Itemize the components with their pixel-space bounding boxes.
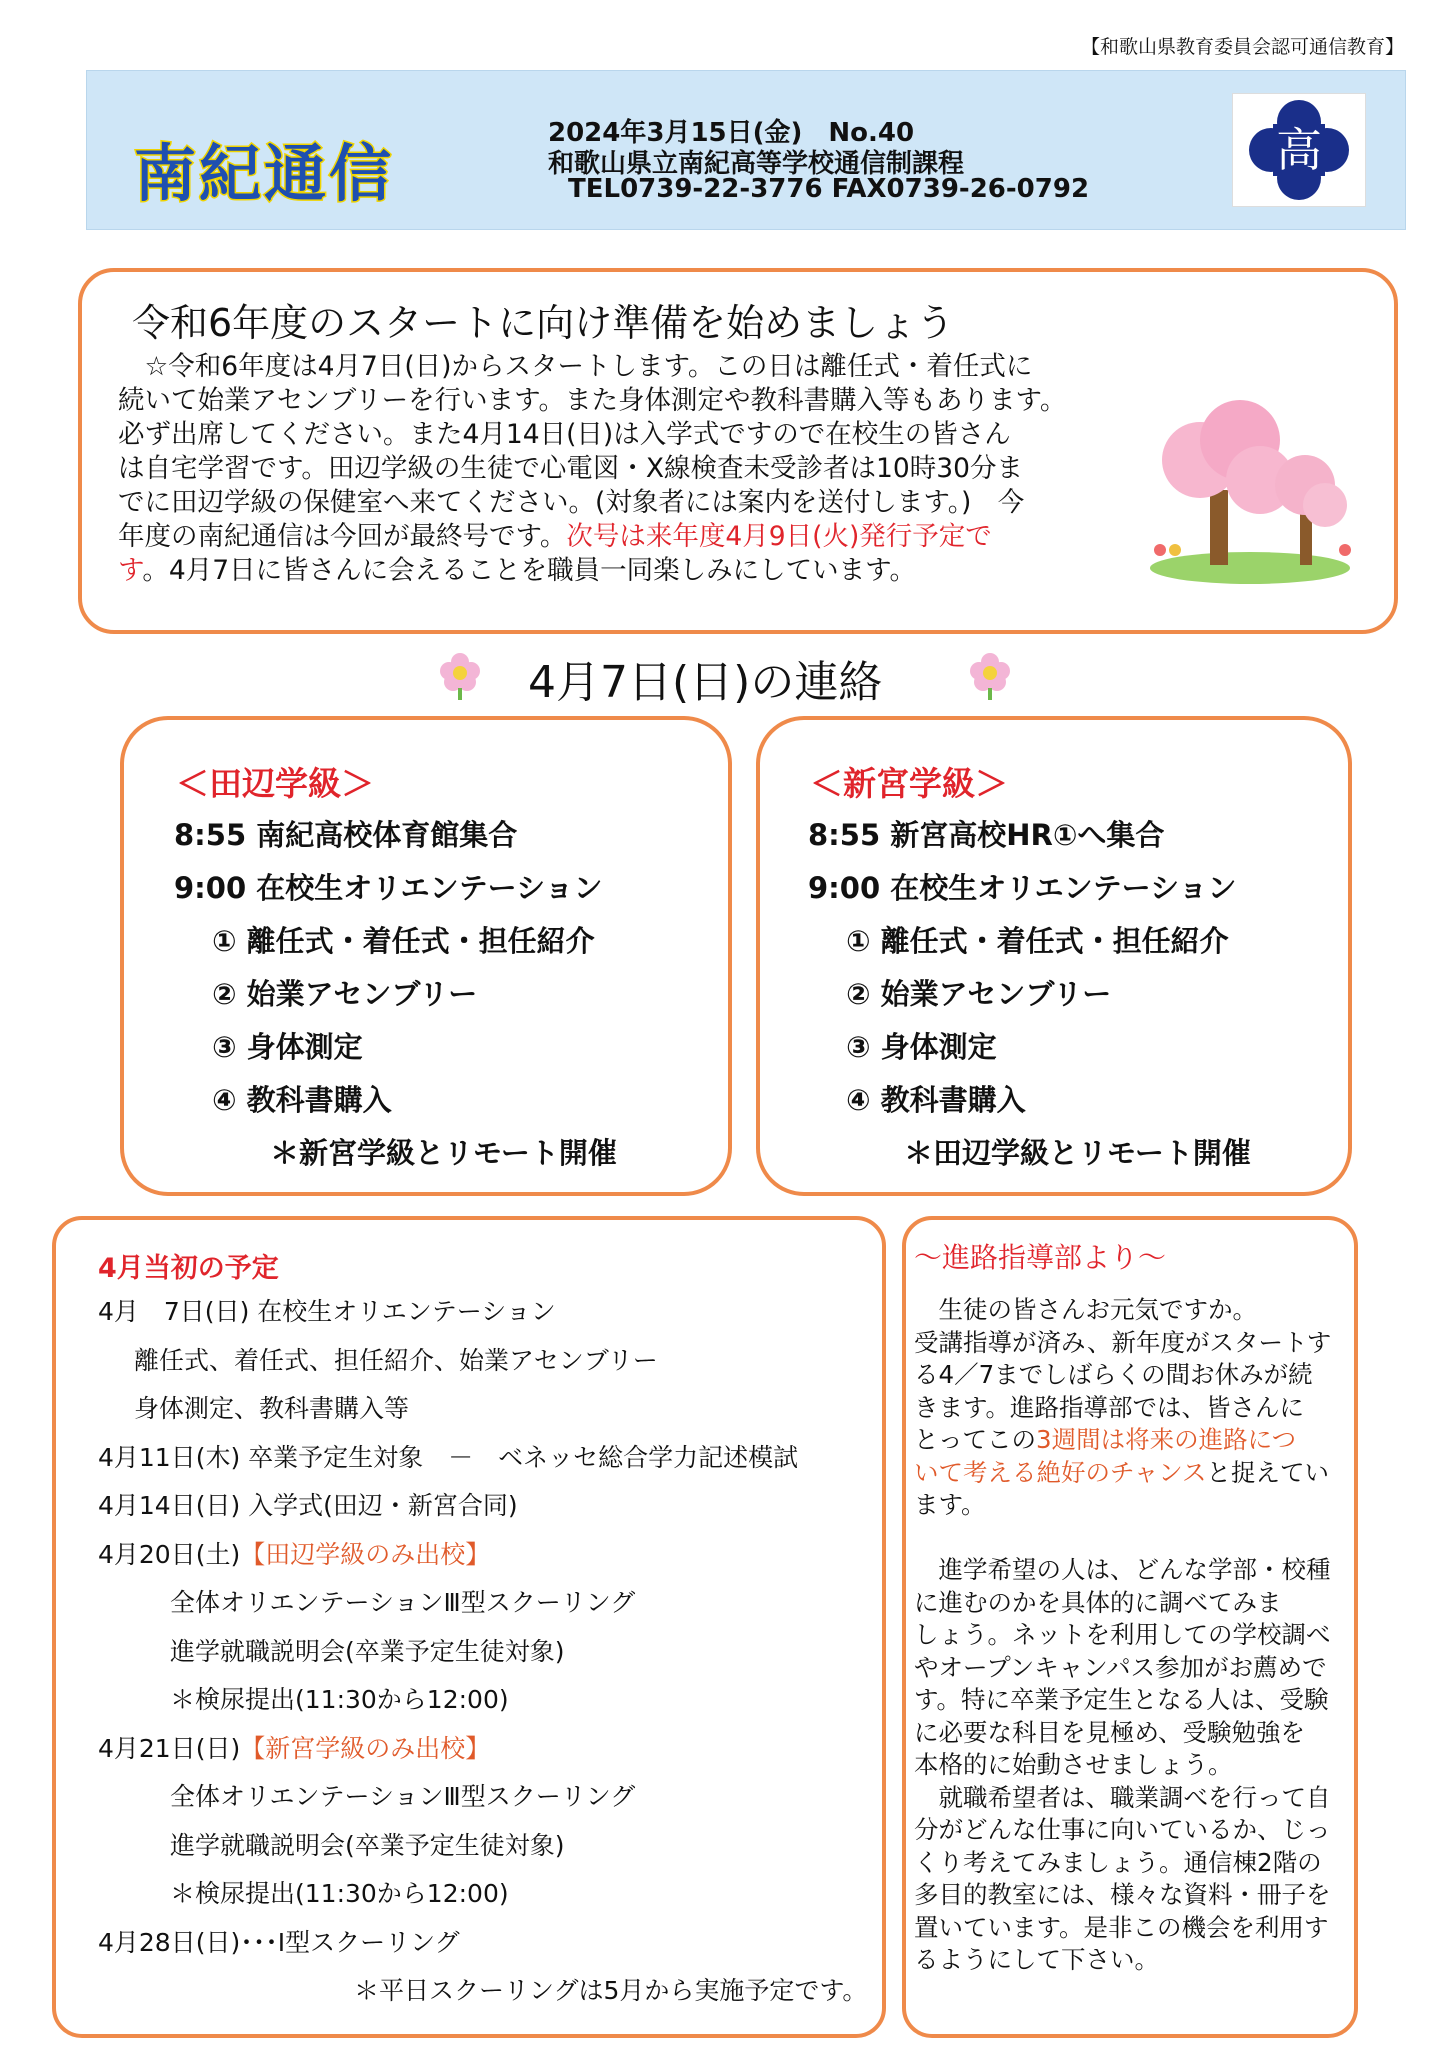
section-title: 4月7日(日)の連絡 [528,657,883,708]
shingu-schedule: 8:55 新宮高校HR①へ集合 9:00 在校生オリエンテーション ① 離任式・着任式・担任紹介 ② 始業アセンブリー ③ 身体測定 ④ 教科書購入 ＊田辺学級とリモート開催 [808,818,1251,1170]
april-schedule-title: 4月当初の予定 [98,1253,279,1284]
authorization-label: 【和歌山県教育委員会認可通信教育】 [1080,36,1404,58]
school-emblem [1232,93,1366,207]
shingu-class-title: ＜新宮学級＞ [810,764,1008,803]
newsletter-logo: 南紀通信 [134,137,395,210]
flower-icon [968,650,1012,704]
career-guidance-text: 生徒の皆さんお元気ですか。 受講指導が済み、新年度がスタートす る4／7までしばらくの間お休みが続 きます。進路指導部では、皆さんに とってこの3週間は将来の進路につ いて考える絶好のチャンスと捉えてい ます。 進学希望の人は、どんな学部・校種 に進むのかを具体的に調べてみま しょう。ネットを利用しての学校調べ やオープンキャンパス参加がお薦めで す。特に卒業予定生となる人は、受験 に必要な科目を見極め、受験勉強を 本格的に始動させましょう。 就職希望者は、職業調べを行って自 分がどんな仕事に向いているか、じっ くり考えてみましょう。通信棟2階の 多目的教室には、様々な資料・冊子を 置いています。是非この機会を利用す るようにして下さい。 [914,1295,1332,1974]
svg-text:高: 高 [1276,123,1322,177]
contact-info: TEL0739-22-3776 FAX0739-26-0792 [568,174,1090,204]
april-schedule-list: 4月 7日(日) 在校生オリエンテーション 離任式、着任式、担任紹介、始業アセンブリー 身体測定、教科書購入等 4月11日(木) 卒業予定生対象 － ベネッセ総合学力記述模試 4月14日(日) 入学式(田辺・新宮合同) 4月20日(土)【田辺学級のみ出校】 全体オリエンテーションⅢ型スクーリング 進学就職説明会(卒業予定生徒対象) ＊検尿提出(11:30から12:00) 4月21日(日)【新宮学級のみ出校】 全体オリエンテーションⅢ型スクーリング 進学就職説明会(卒業予定生徒対象) ＊検尿提出(11:30から12:00) 4月28日(日)･･･Ⅰ型スクーリング ＊平日スクーリングは5月から実施予定です。 [98,1297,868,2005]
cherry-tree-illustration [1140,400,1360,594]
tanabe-schedule: 8:55 南紀高校体育館集合 9:00 在校生オリエンテーション ① 離任式・着任式・担任紹介 ② 始業アセンブリー ③ 身体測定 ④ 教科書購入 ＊新宮学級とリモート開催 [174,818,617,1170]
intro-body: ☆令和6年度は4月7日(日)からスタートします。この日は離任式・着任式に 続いて始業アセンブリーを行います。また身体測定や教科書購入等もあります。 必ず出席してください。また4月14日(日)は入学式ですので在校生の皆さん は自宅学習です。田辺学級の生徒で心電図・X線検査未受診者は10時30分ま でに田辺学級の保健室へ来てください。(対象者には案内を送付します。) 今 年度の南紀通信は今回が最終号です。次号は来年度4月9日(火)発行予定で す。4月7日に皆さんに会えることを職員一同楽しみにしています。 [118,351,1067,586]
issue-date: 2024年3月15日(金) No.40 [548,118,915,148]
career-guidance-title: ～進路指導部より～ [914,1241,1167,1274]
tanabe-class-title: ＜田辺学級＞ [176,764,374,803]
flower-icon [438,650,482,704]
intro-title: 令和6年度のスタートに向け準備を始めましょう [132,301,955,345]
school-name: 和歌山県立南紀高等学校通信制課程 [548,149,965,179]
